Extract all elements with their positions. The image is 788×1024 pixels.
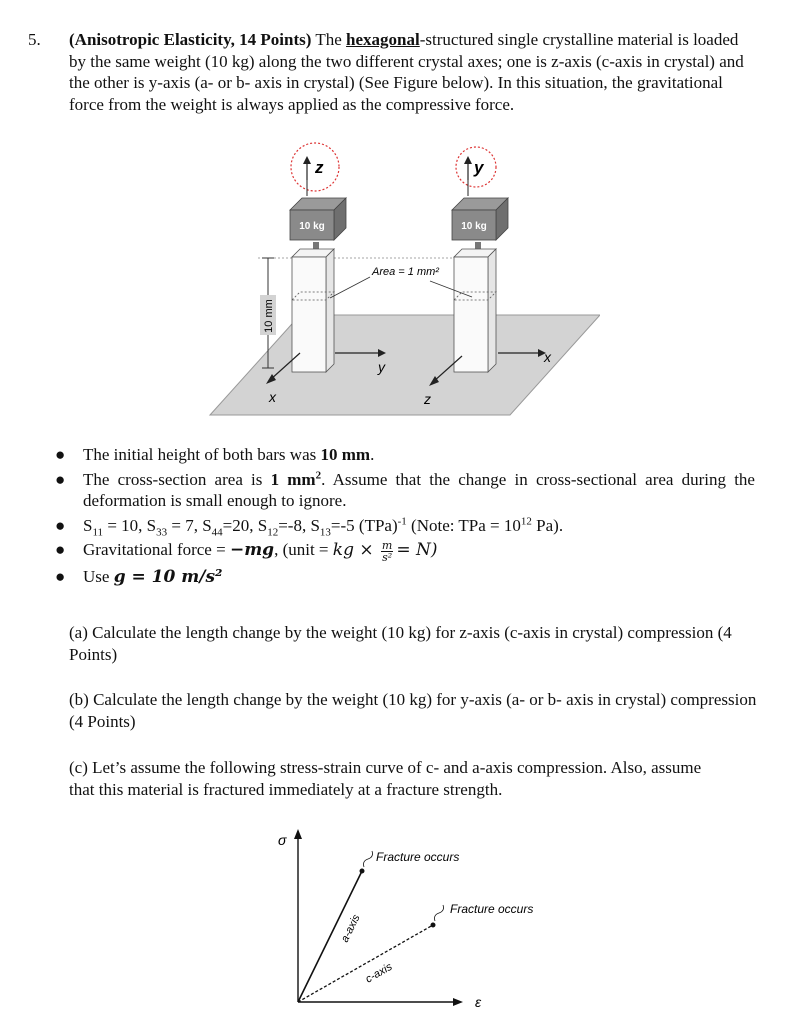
left-axis-label: z — [315, 158, 324, 177]
frac-den: s² — [382, 550, 393, 564]
unit-sup: -1 — [397, 514, 407, 527]
condition-cross-section: ● The cross-section area is 1 $mm^2$. Assume that the change in cross-sectional area during the deformation is small enough to ignore. — [55, 468, 755, 510]
right-x-label: x — [544, 349, 551, 365]
condition-compliance: ● $S_{11} = 10$, $S_{33} = 7$, $S_{44}=20$, $S_{12}=-8$, $S_{13}=-5$ (TPa)$^{-1}$ (Note: TPa = $10^{12}$ Pa). — [55, 514, 564, 538]
a-axis-fracture-point — [360, 869, 365, 874]
s11-val: = 10, S — [103, 515, 157, 535]
b2-pre: The cross-section area is — [83, 469, 271, 489]
pow-sup: 12 — [520, 514, 532, 527]
question-a: (a) Calculate the length change by the weight (10 kg) for z-axis (c-axis in crystal) compression (4 Points) — [69, 623, 732, 664]
left-y-label: y — [378, 359, 385, 375]
condition-g: ● Use g = 10 m/s² — [55, 566, 223, 587]
hexagonal-term: hexagonal — [346, 30, 420, 49]
condition-initial-height: ● The initial height of both bars was 10 mm. — [55, 445, 375, 464]
b4-formula: −mg — [229, 540, 275, 560]
b1-pre: The initial height of both bars was — [83, 445, 321, 464]
left-bar — [292, 257, 326, 372]
b4-mid: , (unit = — [274, 540, 333, 559]
b1-bold: 10 mm — [320, 445, 371, 464]
intro-post: -structured single crystalline material is loaded by the same weight (10 kg) along the two different crystal axes; one is z-axis (c-axis in crystal) and the other is y-axis (a- or b- axis in crystal) (See Figure below). In this situation, the gravitational force from the weight is always applied as the compressive force. — [69, 30, 744, 114]
question-c-text: (c) Let’s assume the following stress-strain curve of c- and a-axis compression. Also, assume that this material is fractured immediately at a fracture strength. — [69, 758, 702, 799]
b4-unit: kg × — [332, 540, 374, 560]
question-c — [69, 757, 729, 800]
s13-val: =-5 (TPa) — [330, 515, 398, 535]
unit-fraction — [381, 540, 393, 563]
b5-formula: g = 10 m/s² — [113, 566, 223, 587]
question-b: (b) Calculate the length change by the weight (10 kg) for y-axis (a- or b- axis in crystal) compression (4 Points) — [69, 690, 757, 731]
left-weight-label: 10 kg — [299, 221, 325, 232]
condition-gravity: ● Gravitational force = −mg, (unit = kg × $\frac{m}{\text{s²}}$ = N) — [55, 538, 438, 564]
note-end: Pa). — [531, 515, 564, 535]
right-weight-label: 10 kg — [461, 221, 487, 232]
area-label: Area = 1 mm² — [372, 266, 439, 278]
stress-strain-figure — [250, 825, 580, 1015]
s11: S — [83, 515, 93, 535]
b1-post: . — [370, 445, 375, 464]
loading-figure — [180, 140, 600, 422]
c-axis-label: c-axis — [363, 960, 395, 986]
b5-pre: Use — [83, 566, 114, 586]
left-x-label: x — [269, 389, 276, 405]
problem-title: (Anisotropic Elasticity, 14 Points) — [69, 30, 312, 49]
b4-eq: = N) — [396, 540, 438, 560]
s13-sub: 13 — [319, 525, 331, 538]
a-axis-label: a-axis — [338, 912, 363, 945]
sigma-label: σ — [278, 832, 287, 848]
s12-val: =-8, S — [278, 515, 320, 535]
b4-pre: Gravitational force = — [83, 540, 230, 559]
b2-bold: 1 mm — [270, 469, 316, 489]
s44-val: =20, S — [222, 515, 268, 535]
frac-num: m — [381, 538, 393, 552]
note: (Note: TPa = 10 — [406, 515, 521, 535]
right-axis-label: y — [474, 158, 484, 177]
fracture-label-c: Fracture occurs — [450, 902, 534, 916]
epsilon-label: ε — [475, 994, 482, 1010]
s44-sub: 44 — [211, 525, 223, 538]
s11-sub: 11 — [92, 525, 104, 538]
problem-number: 5. — [28, 30, 41, 49]
intro-pre: The — [311, 30, 347, 49]
fracture-label-a: Fracture occurs — [376, 850, 460, 864]
c-axis-line — [298, 925, 433, 1002]
s33-val: = 7, S — [167, 515, 212, 535]
b2-sup: 2 — [315, 468, 322, 481]
problem-intro — [69, 29, 759, 115]
s12-sub: 12 — [267, 525, 279, 538]
height-label: 10 mm — [263, 299, 275, 333]
right-z-label: z — [424, 391, 431, 407]
b2-post: . Assume that the change in cross-sectional area during the deformation is small enough to ignore. — [83, 469, 755, 510]
right-bar — [454, 257, 488, 372]
s33-sub: 33 — [156, 525, 168, 538]
conditions-list — [55, 444, 755, 591]
c-axis-fracture-point — [431, 923, 436, 928]
